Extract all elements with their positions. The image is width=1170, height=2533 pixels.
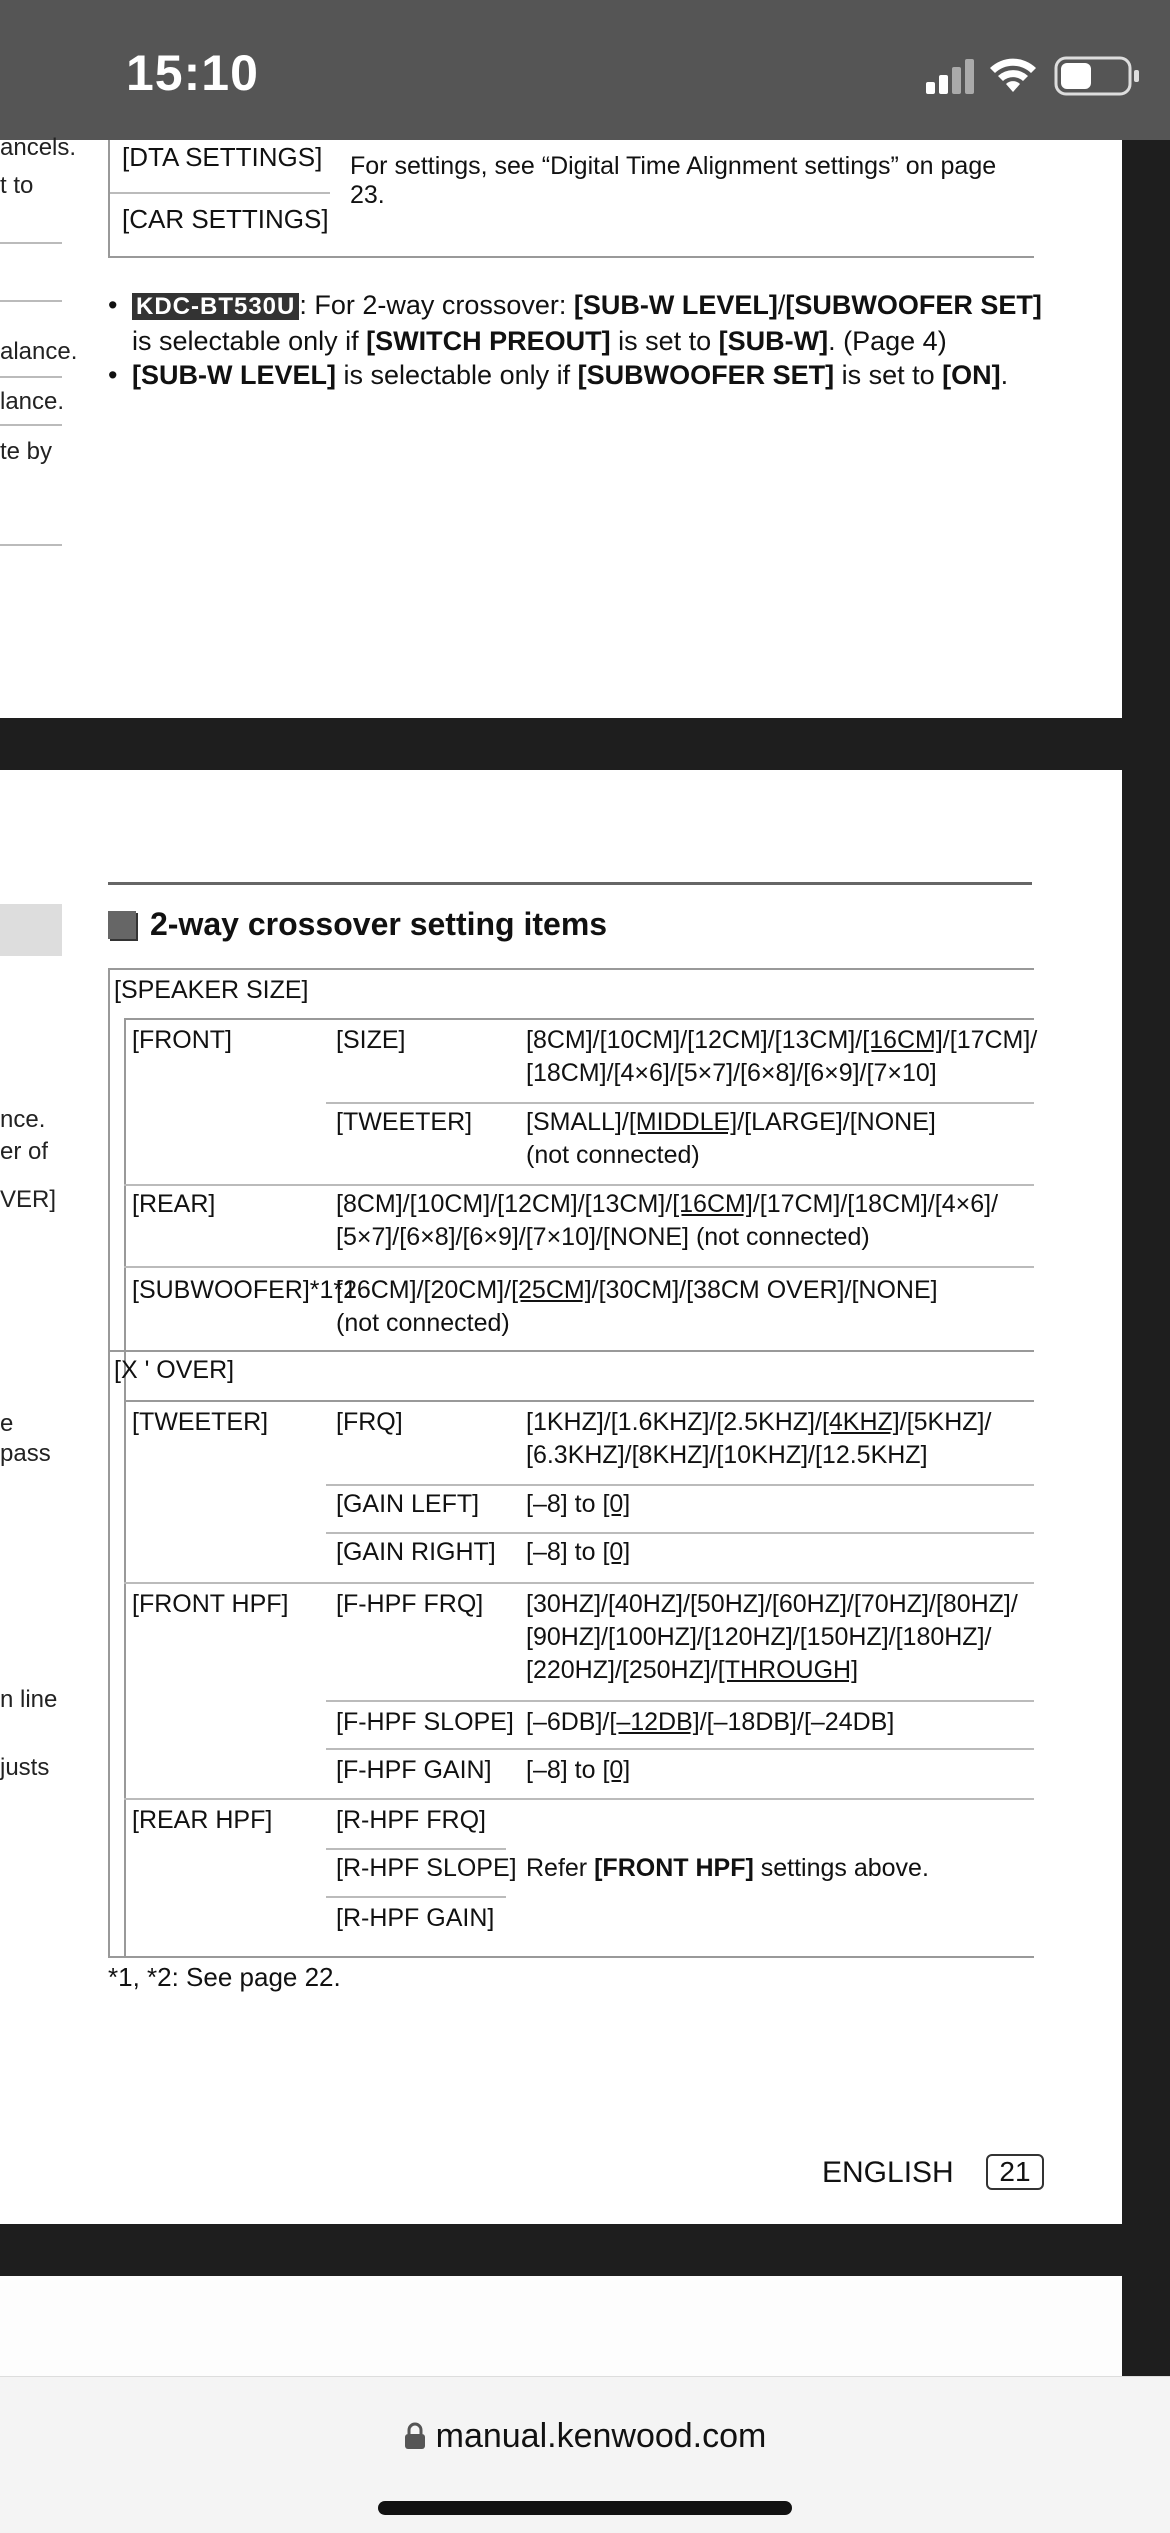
- status-time: 15:10: [126, 45, 259, 101]
- left-column-fragment: VER]: [0, 1186, 57, 1213]
- url-display[interactable]: [0, 2417, 1170, 2456]
- setting-values: [30HZ]/[40HZ]/[50HZ]/[60HZ]/[70HZ]/[80HZ]/ [90HZ]/[100HZ]/[120HZ]/[150HZ]/[180HZ]/ [220HZ]/[250HZ]/[THROUGH]: [526, 1590, 1018, 1684]
- setting-values: [–6DB]/[–12DB]/[–18DB]/[–24DB]: [526, 1708, 895, 1736]
- setting-values: [–8] to [0]: [526, 1490, 631, 1518]
- setting-label: [R-HPF FRQ]: [336, 1806, 486, 1834]
- row-divider: [124, 1018, 1034, 1020]
- left-column-rule: [0, 300, 62, 302]
- group-border: [124, 1400, 126, 1956]
- section-rule: [108, 882, 1032, 885]
- manual-page-previous: [0, 134, 1122, 718]
- row-divider: [326, 1748, 1034, 1750]
- left-column-fragment: n line: [0, 1686, 58, 1713]
- row-divider: [124, 1582, 1034, 1584]
- row-divider: [124, 1266, 1034, 1268]
- left-column-fragment: lance.: [0, 388, 65, 415]
- left-column-fragment: ancels.: [0, 134, 77, 161]
- row-divider: [326, 1848, 506, 1850]
- setting-label: [FRQ]: [336, 1408, 403, 1436]
- setting-label: [R-HPF GAIN]: [336, 1904, 495, 1932]
- row-divider: [326, 1102, 1034, 1104]
- setting-values: [1KHZ]/[1.6KHZ]/[2.5KHZ]/[4KHZ]/[5KHZ]/ [6.3KHZ]/[8KHZ]/[10KHZ]/[12.5KHZ]: [526, 1408, 992, 1469]
- note-item: • [SUB-W LEVEL] is selectable only if [SUBWOOFER SET] is set to [ON].: [108, 358, 1048, 392]
- row-divider: [326, 1484, 1034, 1486]
- row-divider: [326, 1896, 506, 1898]
- setting-label: [F-HPF SLOPE]: [336, 1708, 514, 1736]
- left-column-rule: [0, 242, 62, 244]
- setting-label: [REAR]: [132, 1190, 216, 1218]
- left-column-fragment: t to: [0, 172, 34, 199]
- status-bar: [0, 0, 1170, 140]
- note-item: • KDC-BT530U : For 2-way crossover: [SUB-W LEVEL]/[SUBWOOFER SET] is selectable only if [SWITCH PREOUT] is set to [SUB-W]. (Page 4): [108, 288, 1048, 358]
- setting-label: [F-HPF FRQ]: [336, 1590, 484, 1618]
- left-column-fragment: pass: [0, 1440, 51, 1467]
- group-header: [SPEAKER SIZE]: [114, 976, 309, 1004]
- model-badge: KDC-BT530U: [132, 293, 299, 320]
- group-border: [124, 1018, 126, 1404]
- setting-label: [GAIN RIGHT]: [336, 1538, 496, 1566]
- setting-label: [FRONT]: [132, 1026, 232, 1054]
- manual-page-next: [0, 2276, 1122, 2376]
- setting-label: [SIZE]: [336, 1026, 406, 1054]
- left-column-rule: [0, 376, 62, 378]
- url-text: manual.kenwood.com: [435, 2417, 767, 2455]
- setting-label: [GAIN LEFT]: [336, 1490, 480, 1518]
- settings-table: [108, 140, 1034, 258]
- note-list: [108, 288, 1048, 392]
- setting-values: [–8] to [0]: [526, 1538, 631, 1566]
- setting-label: [R-HPF SLOPE]: [336, 1854, 517, 1882]
- setting-values: [–8] to [0]: [526, 1756, 631, 1784]
- setting-values: [8CM]/[10CM]/[12CM]/[13CM]/[16CM]/[17CM]/[18CM]/[4×6]/ [5×7]/[6×8]/[6×9]/[7×10]/[NONE] (not connected): [336, 1190, 999, 1251]
- setting-label: [FRONT HPF]: [132, 1590, 289, 1618]
- manual-page-21: [0, 770, 1122, 2224]
- status-icons: [870, 0, 1170, 140]
- left-column-fragment: te by: [0, 438, 53, 465]
- signal-icon: [924, 56, 984, 96]
- setting-values: [SMALL]/[MIDDLE]/[LARGE]/[NONE] (not connected): [526, 1108, 936, 1169]
- footnote: *1, *2: See page 22.: [108, 1962, 341, 1992]
- setting-label: [SUBWOOFER]*1*2: [132, 1276, 358, 1304]
- setting-values: [16CM]/[20CM]/[25CM]/[30CM]/[38CM OVER]/[NONE] (not connected): [336, 1276, 938, 1337]
- setting-label: [TWEETER]: [336, 1108, 473, 1136]
- group-header: [X ' OVER]: [114, 1356, 235, 1384]
- row-divider: [124, 1798, 1034, 1800]
- table-row-label: [CAR SETTINGS]: [122, 204, 329, 234]
- setting-label: [TWEETER]: [132, 1408, 269, 1436]
- setting-label: [F-HPF GAIN]: [336, 1756, 492, 1784]
- heading-square-icon: [108, 911, 136, 939]
- left-column-fragment: er of: [0, 1138, 49, 1165]
- browser-address-bar[interactable]: [0, 2376, 1170, 2533]
- setting-label: [REAR HPF]: [132, 1806, 273, 1834]
- table-note: For settings, see “Digital Time Alignment settings” on page 23.: [350, 152, 997, 209]
- battery-icon: [1054, 54, 1144, 98]
- wifi-icon: [988, 56, 1038, 96]
- crossover-settings-table: [108, 968, 1038, 1958]
- row-divider: [326, 1532, 1034, 1534]
- left-column-fragment: justs: [0, 1754, 50, 1781]
- row-divider: [110, 192, 330, 194]
- left-column-fragment: nce.: [0, 1106, 46, 1133]
- setting-values: [8CM]/[10CM]/[12CM]/[13CM]/[16CM]/[17CM]/ [18CM]/[4×6]/[5×7]/[6×8]/[6×9]/[7×10]: [526, 1026, 1038, 1087]
- section-heading: [108, 906, 607, 943]
- left-column-rule: [0, 424, 62, 426]
- row-divider: [124, 1184, 1034, 1186]
- row-divider: [326, 1700, 1034, 1702]
- section-title: 2-way crossover setting items: [150, 906, 608, 942]
- setting-values: Refer [FRONT HPF] settings above.: [526, 1854, 929, 1882]
- table-row-label: [DTA SETTINGS]: [122, 142, 323, 172]
- footer-language: ENGLISH: [822, 2156, 954, 2189]
- home-indicator[interactable]: [378, 2501, 792, 2515]
- lock-icon: [404, 2422, 426, 2450]
- left-column-fragment: alance.: [0, 338, 78, 365]
- row-divider: [110, 1350, 1034, 1352]
- left-column-fragment: e: [0, 1410, 14, 1437]
- left-column-heading-band: [0, 904, 62, 956]
- left-column-rule: [0, 544, 62, 546]
- page-number: 21: [986, 2154, 1044, 2190]
- row-divider: [124, 1400, 1034, 1402]
